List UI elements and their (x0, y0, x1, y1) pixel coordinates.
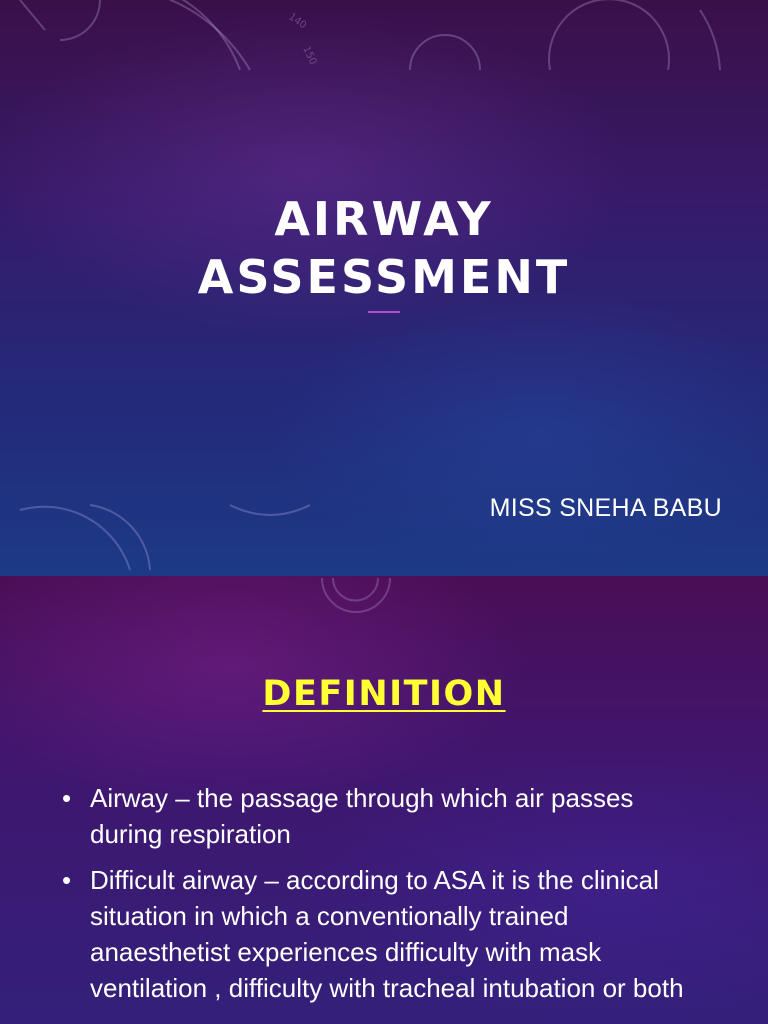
list-item (62, 862, 712, 1006)
hud-label: 150 (300, 44, 319, 67)
list-item (62, 780, 712, 852)
bullet-list (62, 780, 712, 1016)
definition-slide (0, 576, 768, 1024)
bullet-text: Airway – the passage through which air passes during respiration (90, 783, 634, 849)
title-accent-rule (368, 311, 400, 313)
bullet-marker: • (62, 865, 72, 895)
title-line: AIRWAY (274, 192, 494, 246)
hud-label: 140 (286, 11, 309, 32)
slide-title (0, 190, 768, 306)
heading-text: DEFINITION (262, 674, 506, 714)
title-line: ASSESSMENT (197, 250, 571, 304)
slide-heading (0, 674, 768, 714)
bullet-text: Difficult airway – according to ASA it is the clinical situation in which a conventionally trained anaesthetist experiences difficulty with mask ventilation , difficulty with tracheal intubation or both (90, 865, 684, 1003)
bullet-marker: • (62, 783, 72, 813)
author-name: MISS SNEHA BABU (489, 494, 722, 522)
